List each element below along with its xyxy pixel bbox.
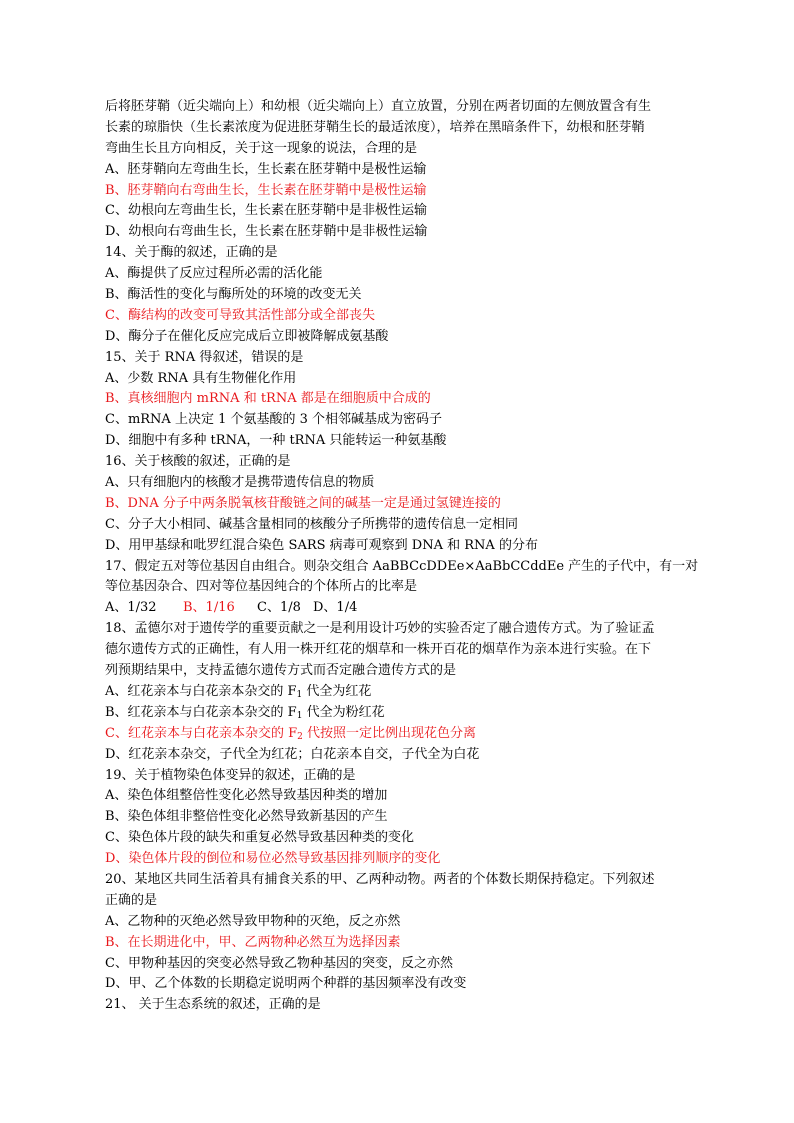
option-d: D、酶分子在催化反应完成后立即被降解成氨基酸 <box>105 328 389 344</box>
question-stem-line: 弯曲生长且方向相反，关于这一现象的说法，合理的是 <box>105 140 418 156</box>
option-d-answer: D、染色体片段的倒位和易位必然导致基因排列顺序的变化 <box>105 851 441 867</box>
exam-page <box>105 97 705 1016</box>
question-15 <box>105 348 705 452</box>
question-stem: 21、 关于生态系统的叙述，正确的是 <box>105 997 321 1013</box>
option-d: D、甲、乙个体数的长期稳定说明两个种群的基因频率没有改变 <box>105 976 467 992</box>
option-b: B、酶活性的变化与酶所处的环境的改变无关 <box>105 287 362 303</box>
option-d: D、用甲基绿和吡罗红混合染色 SARS 病毒可观察到 DNA 和 RNA 的分布 <box>105 537 538 553</box>
option-d: D、红花亲本杂交，子代全为红花；白花亲本自交，子代全为白花 <box>105 746 480 762</box>
option-c-answer: C、酶结构的改变可导致其活性部分或全部丧失 <box>105 307 375 323</box>
question-20 <box>105 870 705 995</box>
option-a: A、胚芽鞘向左弯曲生长，生长素在胚芽鞘中是极性运输 <box>105 161 427 177</box>
option-c: C、分子大小相同、碱基含量相同的核酸分子所携带的遗传信息一定相同 <box>105 516 518 532</box>
option-a: A、少数 RNA 具有生物催化作用 <box>105 370 297 386</box>
question-stem-line: 德尔遗传方式的正确性，有人用一株开红花的烟草和一株开百花的烟草作为亲本进行实验。在下 <box>105 642 652 658</box>
option-a: A、染色体组整倍性变化必然导致基因种类的增加 <box>105 788 388 804</box>
option-b-answer: B、真核细胞内 mRNA 和 tRNA 都是在细胞质中合成的 <box>105 391 431 407</box>
question-stem-line: 18、孟德尔对于遗传学的重要贡献之一是利用设计巧妙的实验否定了融合遗传方式。为了验证孟 <box>105 621 655 637</box>
question-stem-line: 后将胚芽鞘（近尖端向上）和幼根（近尖端向上）直立放置，分别在两者切面的左侧放置含有生 <box>105 99 652 114</box>
question-13 <box>105 97 705 243</box>
option-b-answer: B、1/16 <box>183 600 235 616</box>
option-c: C、1/8 <box>257 600 301 616</box>
question-16 <box>105 452 705 556</box>
option-a: A、酶提供了反应过程所必需的活化能 <box>105 266 323 282</box>
question-18 <box>105 619 705 765</box>
option-b-answer: B、胚芽鞘向右弯曲生长，生长素在胚芽鞘中是极性运输 <box>105 182 427 198</box>
question-stem-line: 正确的是 <box>105 892 158 908</box>
question-stem: 15、关于 RNA 得叙述，错误的是 <box>105 349 304 365</box>
question-stem: 14、关于酶的叙述，正确的是 <box>105 245 278 261</box>
option-a: A、红花亲本与白花亲本杂交的 $F_1$ 代全为红花 <box>105 683 372 700</box>
option-b: B、染色体组非整倍性变化必然导致新基因的产生 <box>105 809 388 825</box>
option-c: C、幼根向左弯曲生长，生长素在胚芽鞘中是非极性运输 <box>105 203 427 219</box>
option-c: C、mRNA 上决定 1 个氨基酸的 3 个相邻碱基成为密码子 <box>105 412 443 428</box>
option-c-answer: C、红花亲本与白花亲本杂交的 $F_2$ 代按照一定比例出现花色分离 <box>105 725 476 742</box>
option-c: C、染色体片段的缺失和重复必然导致基因种类的变化 <box>105 830 414 846</box>
question-stem-line: 列预期结果中，支持孟德尔遗传方式而否定融合遗传方式的是 <box>105 663 457 679</box>
question-14 <box>105 243 705 347</box>
question-stem-line: 等位基因杂合、四对等位基因纯合的个体所占的比率是 <box>105 579 418 595</box>
question-21 <box>105 995 705 1016</box>
question-stem-line: 长素的琼脂快（生长素浓度为促进胚芽鞘生长的最适浓度），培养在黑暗条件下，幼根和胚芽鞘 <box>105 119 645 135</box>
question-stem: 16、关于核酸的叙述，正确的是 <box>105 454 291 470</box>
option-b-answer: B、DNA 分子中两条脱氧核苷酸链之间的碱基一定是通过氢键连接的 <box>105 495 501 511</box>
option-b-answer: B、在长期进化中，甲、乙两物种必然互为选择因素 <box>105 934 401 950</box>
option-d: D、幼根向右弯曲生长，生长素在胚芽鞘中是非极性运输 <box>105 224 428 240</box>
option-a: A、1/32 <box>105 600 157 616</box>
option-b: B、红花亲本与白花亲本杂交的 $F_1$ 代全为粉红花 <box>105 704 385 721</box>
option-a: A、只有细胞内的核酸才是携带遗传信息的物质 <box>105 475 375 491</box>
option-d: D、1/4 <box>313 600 358 616</box>
question-stem-line: 17、假定五对等位基因自由组合。则杂交组合 AaBBCcDDEe×AaBbCCddEe 产生的子代中，有一对 <box>105 558 699 574</box>
option-c: C、甲物种基因的突变必然导致乙物种基因的突变，反之亦然 <box>105 955 453 971</box>
question-17 <box>105 557 705 620</box>
question-stem-line: 20、某地区共同生活着具有捕食关系的甲、乙两种动物。两者的个体数长期保持稳定。下列叙述 <box>105 871 655 887</box>
question-19 <box>105 766 705 870</box>
option-d: D、细胞中有多种 tRNA，一种 tRNA 只能转运一种氨基酸 <box>105 433 447 449</box>
option-a: A、乙物种的灭绝必然导致甲物种的灭绝，反之亦然 <box>105 913 401 929</box>
question-stem: 19、关于植物染色体变异的叙述，正确的是 <box>105 767 356 783</box>
options-row <box>105 598 705 619</box>
